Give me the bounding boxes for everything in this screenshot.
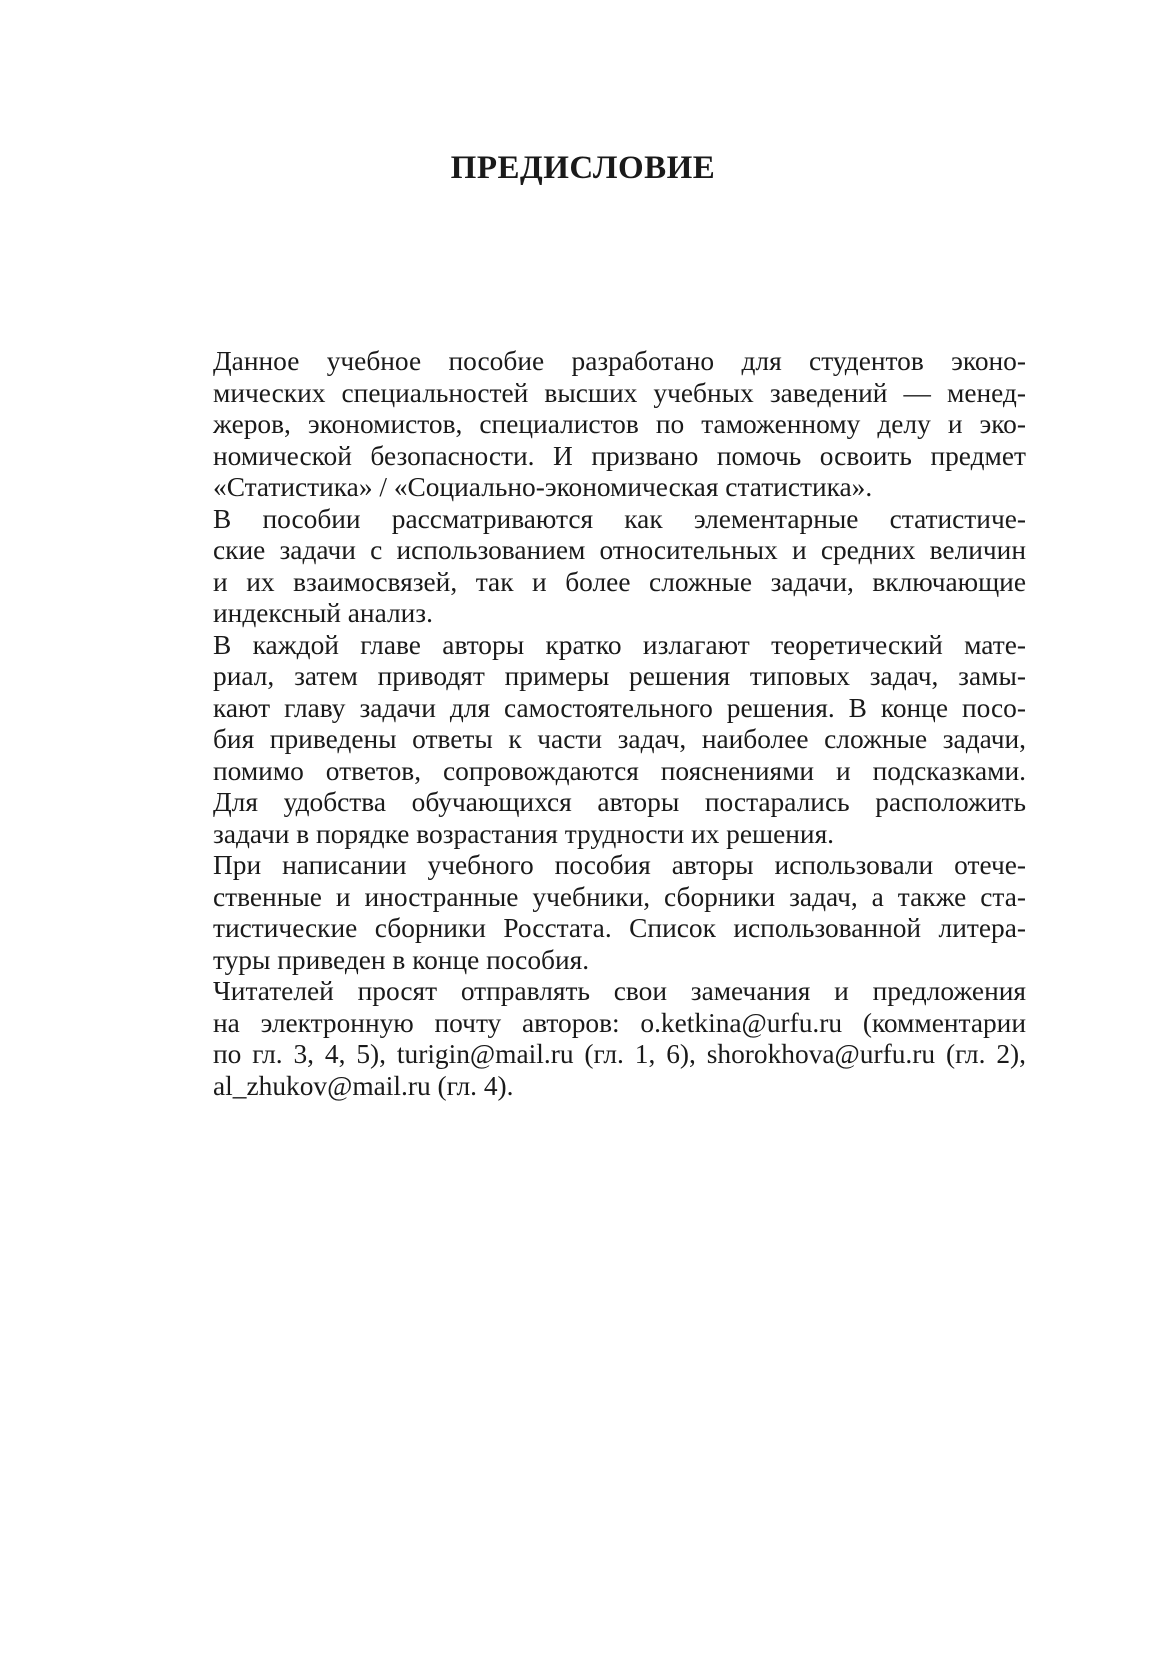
preface-body: [157, 346, 1026, 1102]
text-line: Данное учебное пособие разработано для студентов эконо-: [213, 346, 1026, 376]
text-line: ственные и иностранные учебники, сборники задач, а также ста-: [213, 881, 1026, 912]
text-line: В пособии рассматриваются как элементарные статистиче-: [213, 503, 1026, 534]
text-line: туры приведен в конце пособия.: [213, 944, 590, 975]
text-line: жеров, экономистов, специалистов по таможенному делу и эко-: [213, 409, 1026, 439]
text-line: кают главу задачи для самостоятельного решения. В конце посо-: [213, 692, 1026, 723]
text-line: тистические сборники Росстата. Список использованной литера-: [213, 913, 1026, 943]
text-line: В каждой главе авторы кратко излагают теоретический мате-: [213, 629, 1026, 660]
text-line: индексный анализ.: [213, 598, 433, 628]
paragraph-content: [157, 504, 1026, 630]
text-line: al_zhukov@mail.ru (гл. 4).: [213, 1070, 514, 1101]
text-line: мических специальностей высших учебных заведений — менед-: [213, 377, 1026, 408]
text-line: задачи в порядке возрастания трудности их решения.: [213, 818, 835, 849]
text-line: по гл. 3, 4, 5), turigin@mail.ru (гл. 1, 6), shorokhova@urfu.ru (гл. 2),: [213, 1039, 1026, 1069]
text-line: Для удобства обучающихся авторы постарались расположить: [213, 787, 1026, 817]
text-line: При написании учебного пособия авторы использовали отече-: [213, 850, 1026, 880]
text-line: бия приведены ответы к части задач, наиболее сложные задачи,: [213, 724, 1026, 754]
text-line: номической безопасности. И призвано помочь освоить предмет: [213, 440, 1026, 471]
paragraph-sources: [157, 850, 1026, 976]
text-line: помимо ответов, сопровождаются пояснениями и подсказками.: [213, 755, 1026, 786]
text-line: ские задачи с использованием относительных и средних величин: [213, 535, 1026, 565]
paragraph-purpose: [157, 346, 1026, 504]
paragraph-structure: [157, 630, 1026, 851]
page-title: ПРЕДИСЛОВИЕ: [450, 150, 716, 186]
text-line: «Статистика» / «Социально-экономическая статистика».: [213, 472, 873, 502]
text-line: на электронную почту авторов: o.ketkina@urfu.ru (комментарии: [213, 1007, 1026, 1038]
text-line: Читателей просят отправлять свои замечания и предложения: [213, 976, 1026, 1006]
paragraph-contacts: [157, 976, 1026, 1102]
text-line: и их взаимосвязей, так и более сложные задачи, включающие: [213, 566, 1026, 597]
text-line: риал, затем приводят примеры решения типовых задач, замы-: [213, 661, 1026, 691]
